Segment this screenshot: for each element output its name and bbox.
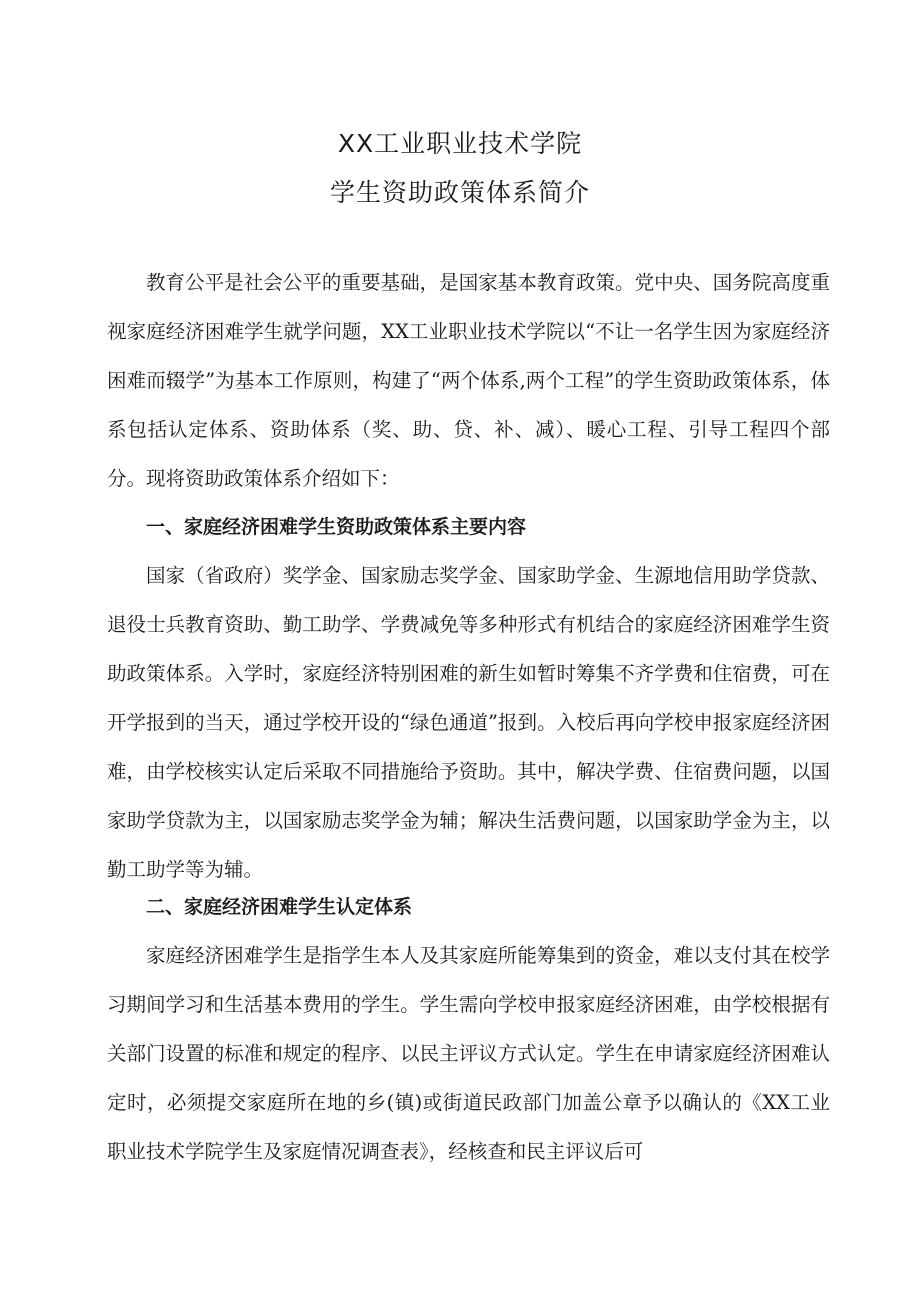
- intro-paragraph: 教育公平是社会公平的重要基础，是国家基本教育政策。党中央、国务院高度重视家庭经济困难学生就学问题，XX工业职业技术学院以“不让一名学生因为家庭经济困难而辍学”为基本工作原则，构建了“两个体系,两个工程”的学生资助政策体系，体系包括认定体系、资助体系（奖、助、贷、补、减）、暖心工程、引导工程四个部分。现将资助政策体系介绍如下：: [107, 271, 830, 490]
- section-1-paragraph: 国家（省政府）奖学金、国家励志奖学金、国家助学金、生源地信用助学贷款、退役士兵教育资助、勤工助学、学费减免等多种形式有机结合的家庭经济困难学生资助政策体系。入学时，家庭经济特别困难的新生如暂时筹集不齐学费和住宿费，可在开学报到的当天，通过学校开设的“绿色通道”报到。入校后再向学校申报家庭经济困难，由学校核实认定后采取不同措施给予资助。其中，解决学费、住宿费问题，以国家助学贷款为主，以国家励志奖学金为辅；解决生活费问题，以国家助学金为主，以勤工助学等为辅。: [107, 564, 830, 881]
- section-1-heading: 一、家庭经济困难学生资助政策体系主要内容: [145, 516, 526, 538]
- section-2-paragraph: 家庭经济困难学生是指学生本人及其家庭所能筹集到的资金，难以支付其在校学习期间学习和生活基本费用的学生。学生需向学校申报家庭经济困难，由学校根据有关部门设置的标准和规定的程序、以民主评议方式认定。学生在申请家庭经济困难认定时，必须提交家庭所在地的乡(镇)或街道民政部门加盖公章予以确认的《XX工业职业技术学院学生及家庭情况调查表》，经核查和民主评议后可: [107, 944, 830, 1163]
- document-title-line-2: 学生资助政策体系简介: [329, 178, 590, 207]
- section-2-heading: 二、家庭经济困难学生认定体系: [145, 896, 412, 918]
- document-title-line-1: XX工业职业技术学院: [337, 129, 583, 158]
